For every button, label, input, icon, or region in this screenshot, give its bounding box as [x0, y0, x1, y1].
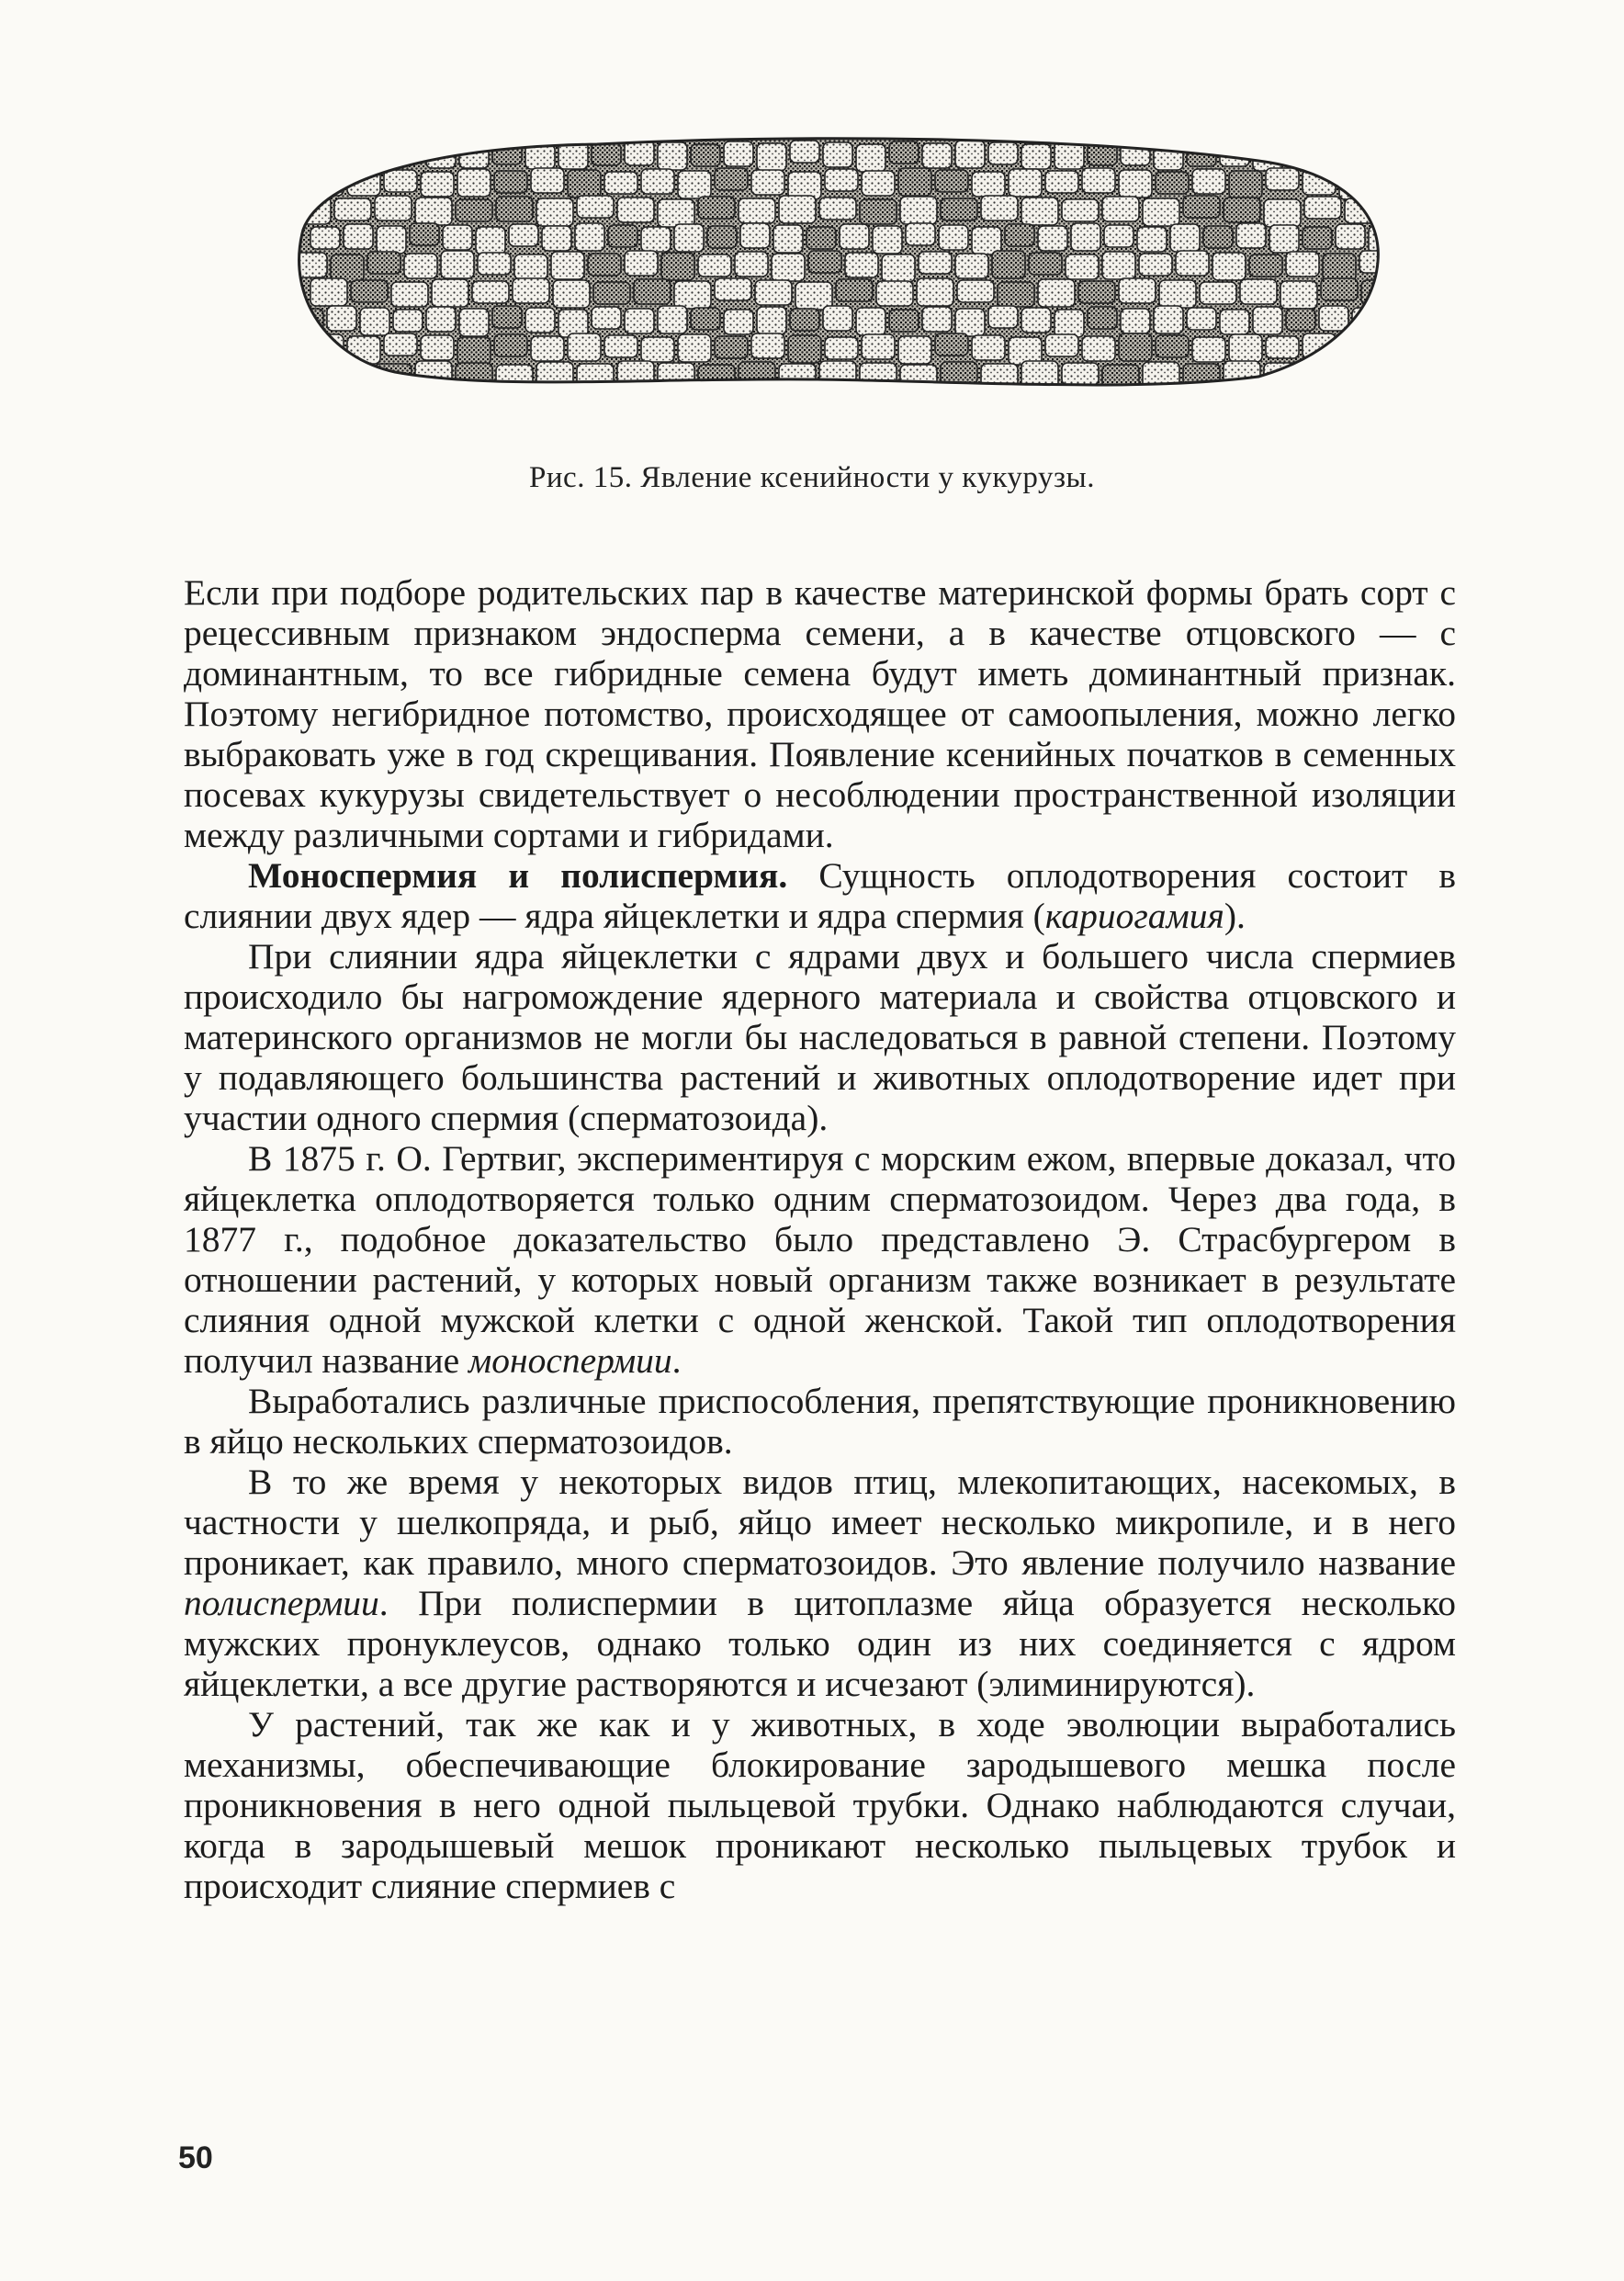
kernel	[604, 172, 637, 194]
kernel	[981, 196, 1018, 220]
kernel	[739, 198, 775, 223]
kernel	[1224, 361, 1260, 386]
kernel	[988, 142, 1018, 164]
kernel	[634, 279, 671, 304]
kernel	[509, 224, 538, 246]
kernel	[1286, 252, 1319, 277]
kernel	[1045, 334, 1078, 356]
kernel	[456, 199, 492, 221]
kernel	[1192, 169, 1225, 194]
kernel	[658, 306, 687, 333]
paragraph: В 1875 г. О. Гертвиг, экспериментируя с морским ежом, впервые доказал, что яйцеклетка оплодотворяется только одним сперматозоидом. Через два года, в 1877 г., подобное доказательство было представлено Э. Страсбургером в отношении растений, у которых новый организм также возникает в результате слияния одной мужской клетки с одной женской. Такой тип оплодотворения получил название моноспермии.	[184, 1138, 1456, 1381]
kernel	[1104, 225, 1133, 247]
kernel	[806, 227, 836, 249]
kernel	[882, 254, 915, 282]
kernel	[478, 253, 511, 275]
kernel	[691, 144, 720, 166]
kernel	[698, 365, 735, 387]
kernel	[542, 226, 571, 251]
paragraph: Если при подборе родительских пар в качестве материнской формы брать сорт с рецессивным признаком эндосперма семени, а в качестве отцовского — с доминантным, то все гибридные семена будут иметь доминантный признак. Поэтому негибридное потомство, происходящее от самоопыления, можно легко выбраковать уже в год скрещивания. Появление ксенийных початков в семенных посевах кукурузы свидетельствует о несоблюдении пространственной изоляции между различными сортами и гибридами.	[184, 572, 1456, 855]
kernel	[625, 141, 654, 165]
kernel	[1220, 310, 1249, 334]
kernel	[441, 251, 474, 278]
kernel	[724, 141, 753, 166]
kernel	[1264, 363, 1301, 390]
kernel	[856, 144, 885, 172]
kernel	[393, 141, 423, 164]
kernel	[1102, 252, 1135, 279]
kernel	[457, 169, 491, 197]
kernel	[935, 333, 968, 356]
kernel	[845, 253, 878, 277]
kernel	[972, 172, 1005, 197]
kernel	[334, 198, 371, 220]
kernel	[577, 196, 614, 218]
kernel	[551, 252, 584, 279]
kernel	[1269, 225, 1299, 253]
kernel	[415, 198, 452, 225]
kernel	[856, 308, 885, 335]
kernel	[992, 251, 1025, 278]
kernel	[604, 335, 637, 357]
kernel	[514, 254, 547, 279]
kernel	[955, 309, 985, 336]
kernel	[625, 251, 658, 276]
kernel	[1266, 168, 1299, 190]
paragraph: Моноспермия и полиспермия. Сущность оплодотворения состоит в слиянии двух ядер — ядра яйцеклетки и ядра спермия (кариогамия).	[184, 855, 1456, 936]
kernel	[367, 252, 400, 274]
kernel	[568, 170, 601, 198]
kernel	[443, 225, 472, 250]
kernel	[641, 337, 674, 362]
kernel	[1249, 254, 1282, 277]
kernel	[922, 307, 952, 332]
kernel	[593, 282, 630, 304]
kernel	[678, 334, 711, 362]
kernel	[836, 279, 873, 301]
kernel	[724, 310, 753, 334]
page-number: 50	[178, 2140, 213, 2175]
kernel	[384, 333, 417, 356]
kernel	[862, 334, 895, 359]
kernel	[715, 168, 748, 190]
kernel	[1082, 168, 1115, 193]
kernel	[641, 169, 674, 194]
kernel	[1220, 141, 1249, 166]
kernel	[384, 170, 417, 192]
kernel	[1303, 333, 1336, 358]
kernel	[1236, 223, 1266, 248]
kernel	[494, 171, 527, 193]
kernel	[536, 362, 573, 390]
kernel	[1224, 198, 1260, 222]
kernel	[955, 254, 988, 278]
kernel	[492, 306, 522, 328]
kernel	[1029, 253, 1062, 275]
kernel	[294, 365, 331, 392]
kernel	[751, 170, 784, 195]
kernel	[1009, 169, 1042, 197]
kernel	[819, 198, 856, 220]
kernel	[790, 309, 819, 331]
kernel	[808, 251, 841, 273]
figure-caption: Рис. 15. Явление ксенийности у кукурузы.	[529, 461, 1095, 494]
kernel	[1319, 306, 1348, 331]
kernel	[496, 365, 533, 390]
kernel	[740, 223, 770, 248]
kernel	[1229, 171, 1262, 198]
kernel	[939, 225, 968, 250]
kernel	[432, 279, 468, 307]
kernel	[377, 226, 406, 254]
kernel	[1038, 279, 1075, 307]
kernel	[1280, 281, 1317, 309]
kernel	[1253, 143, 1282, 171]
kernel	[1266, 336, 1299, 358]
kernel	[1385, 364, 1405, 391]
kernel	[757, 143, 786, 171]
kernel	[658, 142, 687, 170]
kernel	[496, 197, 533, 221]
kernel	[1143, 198, 1179, 226]
kernel	[1038, 226, 1067, 251]
kernel	[889, 310, 919, 332]
kernel	[860, 199, 897, 224]
kernel	[1240, 279, 1277, 304]
kernel	[531, 168, 564, 193]
kernel	[935, 170, 968, 192]
kernel	[375, 196, 412, 220]
kernel	[1170, 224, 1200, 252]
kernel	[998, 282, 1034, 307]
kernel	[641, 227, 671, 252]
kernel	[900, 365, 937, 392]
kernel	[658, 363, 694, 390]
kernel	[1286, 309, 1315, 331]
kernel	[310, 278, 347, 306]
kernel	[553, 280, 590, 308]
kernel	[698, 254, 731, 277]
kernel	[294, 309, 323, 331]
kernel	[472, 281, 509, 303]
kernel	[347, 168, 380, 196]
kernel	[410, 223, 439, 245]
kernel	[900, 197, 937, 224]
kernel	[788, 335, 821, 363]
kernel	[1137, 227, 1167, 252]
kernel	[840, 224, 869, 249]
kernel	[1066, 254, 1099, 279]
kernel	[825, 169, 858, 191]
kernel	[625, 309, 654, 333]
kernel	[1385, 196, 1405, 223]
kernel	[790, 141, 819, 163]
kernel	[588, 254, 621, 276]
kernel	[1119, 170, 1152, 198]
kernel	[1385, 310, 1405, 332]
kernel	[310, 227, 340, 249]
kernel	[525, 308, 555, 333]
paragraph: В то же время у некоторых видов птиц, млекопитающих, насекомых, в частности у шелкопряда, и рыб, яйцо имеет несколько микропиле, и в него проникает, как правило, много сперматозоидов. Это явление получило название полиспермии. При полиспермии в цитоплазме яйца образуется несколько мужских пронуклеусов, однако только один из них соединяется с ядром яйцеклетки, а все другие растворяются и исчезают (элиминируются).	[184, 1462, 1456, 1704]
kernel	[772, 254, 805, 281]
kernel	[1229, 334, 1262, 362]
kernel	[898, 168, 931, 196]
kernel	[592, 307, 621, 329]
kernel	[1187, 308, 1216, 330]
kernel	[327, 306, 356, 331]
kernel	[860, 363, 897, 388]
kernel	[426, 307, 456, 332]
kernel	[1071, 223, 1100, 251]
kernel	[955, 141, 985, 168]
kernel	[1005, 224, 1034, 246]
kernel	[1045, 171, 1078, 193]
kernel	[1323, 254, 1356, 281]
kernel	[1212, 253, 1246, 280]
kernel	[957, 280, 994, 302]
paragraph: Выработались различные приспособления, препятствующие проникновению в яйцо нескольких сперматозоидов.	[184, 1381, 1456, 1462]
kernel	[715, 336, 748, 358]
kernel	[513, 278, 549, 303]
kernel	[1264, 199, 1301, 227]
kernel	[1156, 172, 1189, 194]
kernel	[1253, 307, 1282, 334]
kernel	[922, 143, 952, 168]
kernel	[823, 142, 852, 167]
kernel	[1062, 199, 1099, 221]
kernel	[698, 197, 735, 219]
kernel	[691, 308, 720, 330]
kernel	[1176, 251, 1209, 276]
kernel	[421, 335, 454, 360]
kernel	[1082, 336, 1115, 361]
kernel	[1139, 254, 1172, 276]
kernel	[674, 224, 704, 252]
kernel	[568, 333, 601, 361]
paragraph: У растений, так же как и у животных, в ходе эволюции выработались механизмы, обеспечивающие блокирование зародышевого мешка после проникновения в него одной пыльцевой трубки. Однако наблюдаются случаи, когда в зародышевый мешок проникают несколько пыльцевых трубок и происходит слияние спермиев с	[184, 1704, 1456, 1906]
kernel	[1062, 363, 1099, 385]
kernel	[360, 144, 389, 172]
kernel	[941, 198, 977, 220]
kernel	[1339, 172, 1372, 199]
kernel	[1303, 227, 1332, 249]
kernel	[1078, 281, 1115, 303]
kernel	[1385, 141, 1405, 164]
kernel	[334, 362, 371, 384]
kernel	[906, 223, 935, 245]
kernel	[779, 196, 816, 223]
corn-kernels	[294, 141, 1405, 392]
kernel	[1376, 337, 1405, 359]
kernel	[751, 333, 784, 358]
kernel	[608, 225, 637, 247]
kernel	[476, 227, 505, 254]
kernel	[294, 141, 323, 163]
kernel	[1154, 142, 1183, 170]
kernel	[755, 280, 792, 305]
kernel	[1021, 144, 1051, 169]
kernel	[1154, 306, 1183, 333]
kernel	[661, 253, 694, 280]
kernel	[494, 334, 527, 356]
kernel	[1352, 308, 1382, 335]
kernel	[876, 281, 913, 306]
kernel	[351, 280, 388, 302]
kernel	[919, 252, 952, 274]
kernel	[531, 336, 564, 361]
kernel	[1376, 169, 1405, 191]
kernel	[457, 337, 491, 365]
kernel	[917, 278, 953, 306]
kernel	[1286, 141, 1315, 163]
kernel	[1319, 142, 1348, 167]
kernel	[310, 334, 344, 359]
kernel	[889, 141, 919, 164]
kernel	[1304, 197, 1341, 219]
kernel	[1088, 307, 1117, 329]
kernel	[1159, 280, 1196, 308]
kernel	[1121, 309, 1150, 333]
kernel	[391, 282, 428, 307]
kernel	[327, 142, 356, 167]
kernel	[1156, 335, 1189, 357]
kernel	[1321, 278, 1358, 300]
kernel	[773, 225, 803, 253]
section-heading: Моноспермия и полиспермия.	[248, 855, 788, 896]
kernel	[1336, 224, 1365, 249]
kernel	[1352, 144, 1382, 172]
kernel	[1192, 337, 1225, 362]
kernel	[592, 143, 621, 165]
kernel	[873, 226, 902, 254]
kernel	[1345, 362, 1382, 387]
body-text	[184, 572, 1456, 1906]
kernel	[739, 362, 775, 387]
paragraph: При слиянии ядра яйцеклетки с ядрами двух и большего числа спермиев происходило бы нагромождение ядерного материала и свойства отцовского и материнского организмов не могли бы наследоваться в равной степени. Поэтому у подавляющего большинства растений и животных оплодотворение идет при участии одного спермия (сперматозоида).	[184, 936, 1456, 1138]
kernel	[617, 198, 654, 222]
kernel	[421, 172, 454, 197]
kernel	[459, 309, 489, 336]
kernel	[1203, 226, 1233, 248]
kernel	[757, 307, 786, 334]
kernel	[404, 254, 437, 278]
kernel	[988, 306, 1018, 328]
kernel	[1021, 198, 1058, 225]
kernel	[1119, 333, 1152, 361]
kernel	[1102, 197, 1139, 221]
kernel	[674, 281, 711, 309]
kernel	[898, 336, 931, 364]
kernel	[492, 142, 522, 164]
kernel	[1183, 196, 1220, 218]
kernel	[941, 362, 977, 384]
kernel	[1339, 335, 1372, 363]
kernel	[360, 308, 389, 335]
kernel	[1304, 365, 1341, 387]
kernel	[972, 335, 1005, 360]
kernel	[678, 171, 711, 198]
kernel	[1021, 308, 1051, 333]
kernel	[823, 306, 852, 331]
kernel	[707, 226, 737, 248]
kernel	[344, 224, 373, 249]
kernel	[862, 171, 895, 196]
kernel	[658, 199, 694, 227]
kernel	[1119, 278, 1156, 303]
corn-cob-illustration	[266, 124, 1405, 400]
kernel	[1121, 141, 1150, 165]
kernel	[735, 252, 768, 277]
kernel	[393, 310, 423, 332]
kernel	[536, 198, 573, 226]
kernel	[575, 223, 604, 251]
kernel	[779, 364, 816, 391]
kernel	[1200, 282, 1236, 304]
kernel	[715, 278, 751, 300]
kernel	[1054, 310, 1084, 337]
kernel	[825, 337, 858, 359]
